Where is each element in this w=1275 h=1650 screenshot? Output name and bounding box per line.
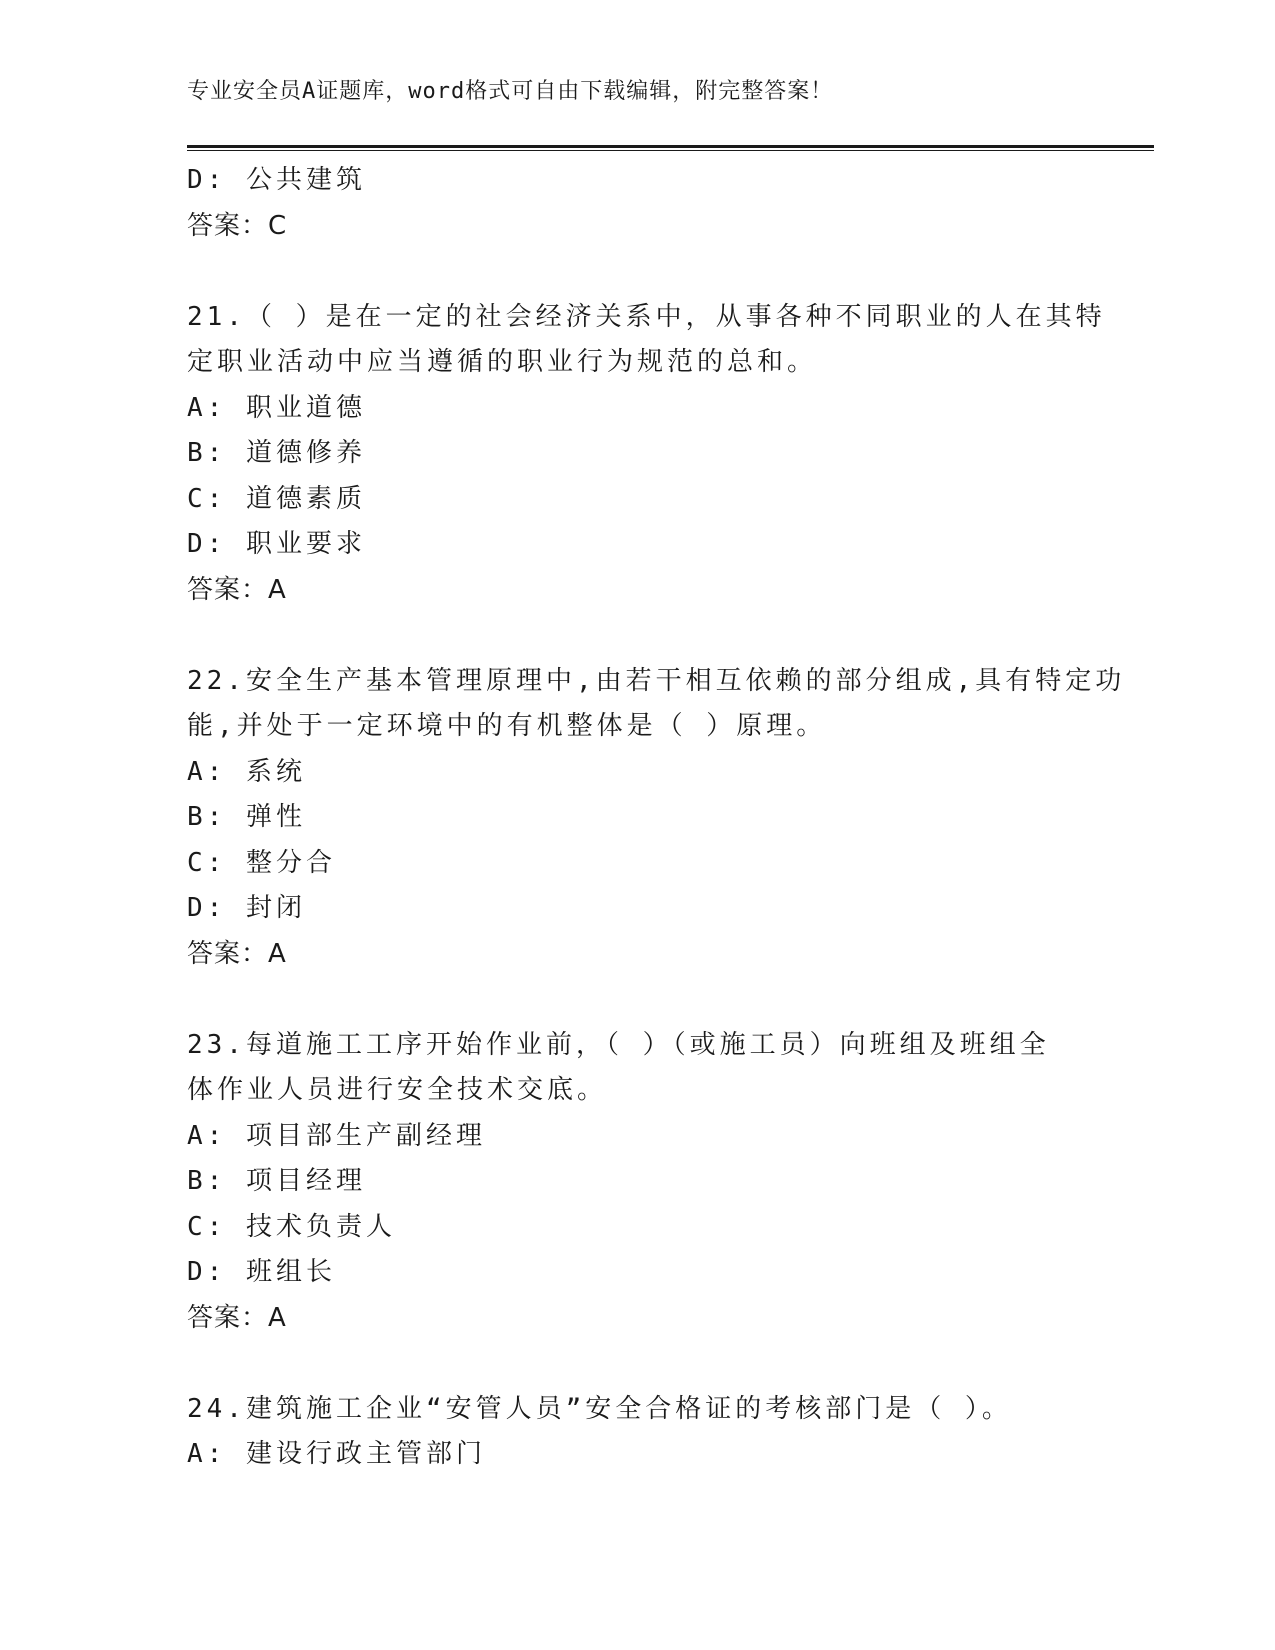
- option-a: A: 建设行政主管部门: [187, 1439, 486, 1469]
- option-c: C: 整分合: [187, 847, 336, 878]
- option-d: D: 班组长: [187, 1257, 336, 1287]
- question-stem: 23.每道施工工序开始作业前，（ ）（或施工员）向班组及班组全: [187, 1029, 1050, 1060]
- option-a: A: 职业道德: [187, 392, 366, 423]
- answer: 答案：A: [187, 1302, 287, 1333]
- option-c: C: 技术负责人: [187, 1211, 396, 1242]
- question-stem: 定职业活动中应当遵循的职业行为规范的总和。: [187, 347, 818, 377]
- spacer: [187, 613, 1087, 659]
- option-b: B: 项目经理: [187, 1166, 366, 1196]
- spacer: [187, 977, 1087, 1023]
- option-a: A: 系统: [187, 756, 306, 787]
- prev-option-d: D: 公共建筑: [187, 165, 366, 195]
- prev-answer: 答案：C: [187, 210, 288, 241]
- spacer: [187, 249, 1087, 295]
- question-stem: 21.（ ）是在一定的社会经济关系中，从事各种不同职业的人在其特: [187, 301, 1106, 332]
- option-b: B: 道德修养: [187, 438, 366, 468]
- question-21: [187, 295, 1106, 614]
- option-d: D: 职业要求: [187, 529, 366, 559]
- question-24: [187, 1387, 1087, 1478]
- question-22: [187, 659, 1126, 978]
- answer: 答案：A: [187, 574, 287, 605]
- option-d: D: 封闭: [187, 893, 306, 923]
- spacer: [187, 1341, 1087, 1387]
- answer: 答案：A: [187, 938, 287, 969]
- question-stem: 能,并处于一定环境中的有机整体是（ ）原理。: [187, 711, 827, 741]
- option-c: C: 道德素质: [187, 483, 366, 514]
- question-23: [187, 1023, 1087, 1342]
- header-rule-thin: [187, 150, 1154, 151]
- question-stem: 24.建筑施工企业“安管人员”安全合格证的考核部门是（ ）。: [187, 1393, 1012, 1424]
- question-stem: 22.安全生产基本管理原理中,由若干相互依赖的部分组成,具有特定功: [187, 665, 1126, 696]
- document-body: [187, 158, 1126, 1478]
- question-stem: 体作业人员进行安全技术交底。: [187, 1075, 608, 1105]
- page-header: 专业安全员A证题库，word格式可自由下载编辑，附完整答案！: [187, 79, 834, 104]
- header-rule-thick: [187, 145, 1154, 148]
- option-b: B: 弹性: [187, 802, 306, 832]
- option-a: A: 项目部生产副经理: [187, 1120, 486, 1151]
